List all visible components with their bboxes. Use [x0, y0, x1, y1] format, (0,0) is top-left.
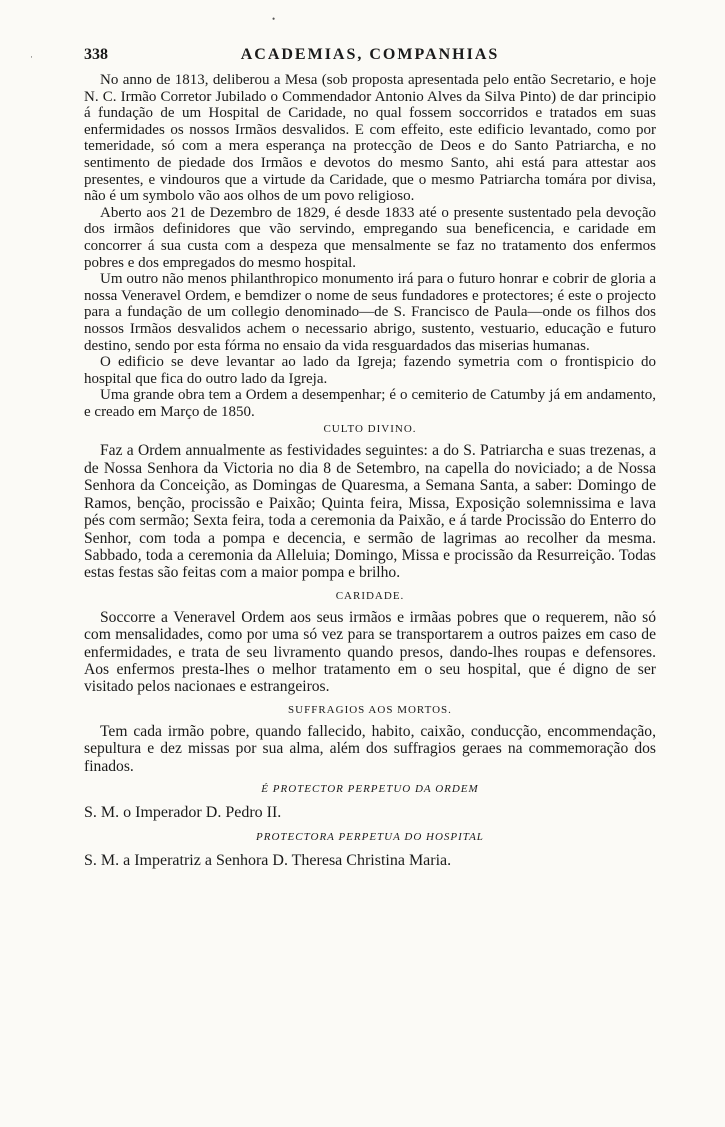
suffragios-section [84, 723, 656, 775]
culto-heading: CULTO DIVINO. [323, 423, 417, 436]
page-number: 338 [84, 46, 108, 63]
paragraph: Aberto aos 21 de Dezembro de 1829, é desde 1833 até o presente sustentado pela devoção dos irmãos definidores que vão servindo, empregando sua beneficencia, e caridade em concorrer á sua custa com a despeza que mensalmente se faz no tratamento dos enfermos pobres e dos empregados do mesmo hospital. [84, 204, 656, 271]
protectora-heading: PROTECTORA PERPETUA DO HOSPITAL [256, 830, 484, 843]
caridade-heading: CARIDADE. [335, 589, 405, 602]
suffragios-heading: SUFFRAGIOS AOS MORTOS. [288, 703, 452, 716]
protectora-name: S. M. a Imperatriz a Senhora D. Theresa Christina Maria. [84, 851, 452, 869]
paragraph: Tem cada irmão pobre, quando fallecido, habito, caixão, conducção, encommendação, sepultura e dez missas por sua alma, além dos suffragios geraes na commemoração dos finados. [84, 722, 656, 775]
paragraph: Uma grande obra tem a Ordem a desempenhar; é o cemiterio de Catumby já em andamento, e creado em Março de 1850. [84, 387, 656, 420]
page-body [84, 72, 656, 878]
caridade-section [84, 609, 656, 696]
print-speck: • [272, 14, 276, 24]
paragraph: Faz a Ordem annualmente as festividades seguintes: a do S. Patriarcha e suas trezenas, a de Nossa Senhora da Victoria no dia 8 de Setembro, na capella do noviciado; a de Nossa Senhora da Conceição, as Domingas de Quaresma, a Semana Santa, a saber: Domingo de Ramos, benção, procissão e Paixão; Quinta feira, Missa, Exposição solemnissima e lava pés com sermão; Sexta feira, toda a ceremonia da Paixão, e á tarde Procissão do Enterro do Senhor, com toda a pompa e decencia, e sermão de lagrimas ao recolher da mesma. Sabbado, toda a ceremonia da Alleluia; Domingo, Missa e procissão da Resurreição. Todas estas festas são feitas com a maior pompa e brilho. [84, 442, 656, 582]
intro-section [84, 72, 656, 420]
paragraph: Um outro não menos philanthropico monumento irá para o futuro honrar e cobrir de gloria a nossa Veneravel Ordem, e bemdizer o nome de seus fundadores e protectores; é este o projecto para a fundação de um collegio denominado—de S. Francisco de Paula—onde os filhos dos nossos Irmãos desvalidos achem o necessario abrigo, sustento, vestuario, educação e futuro destino, sendo por esta fórma no ensaio da vida resguardados das miserias humanas. [84, 271, 656, 354]
culto-section [84, 442, 656, 581]
protector-heading: É PROTECTOR PERPETUO DA ORDEM [261, 782, 479, 795]
paragraph: Soccorre a Veneravel Ordem aos seus irmãos e irmãas pobres que o requerem, não só com mensalidades, como por uma só vez para se transportarem a outros paizes em caso de enfermidades, e trata de seu livramento quando presos, dando-lhes roupas e defensores. Aos enfermos presta-lhes o melhor tratamento em o seu hospital, que é digno de ser visitado pelos nacionaes e estrangeiros. [84, 608, 656, 696]
print-speck: · [30, 52, 33, 62]
running-title: ACADEMIAS, COMPANHIAS [240, 46, 500, 63]
protector-name: S. M. o Imperador D. Pedro II. [84, 803, 282, 821]
paragraph: O edificio se deve levantar ao lado da Igreja; fazendo symetria com o frontispicio do hospital que fica do outro lado da Igreja. [84, 354, 656, 387]
paragraph: No anno de 1813, deliberou a Mesa (sob proposta apresentada pelo então Secretario, e hoje N. C. Irmão Corretor Jubilado o Commendador Antonio Alves da Silva Pinto) de dar principio á fundação de um Hospital de Caridade, no qual fossem soccorridos e tratados em suas enfermidades os nossos Irmãos desvalidos. E com effeito, este edificio levantado, como por temeridade, só com a mera esperança na protecção de Deos e do Santo Patriarcha, e no sentimento de piedade dos Irmãos e devotos do mesmo Santo, ahi está para attestar aos presentes, e vindouros que a virtude da Caridade, que o mesmo Patriarcha tomára por divisa, não é um symbolo vão aos olhos de um povo religioso. [84, 72, 656, 205]
page-header [84, 46, 656, 70]
